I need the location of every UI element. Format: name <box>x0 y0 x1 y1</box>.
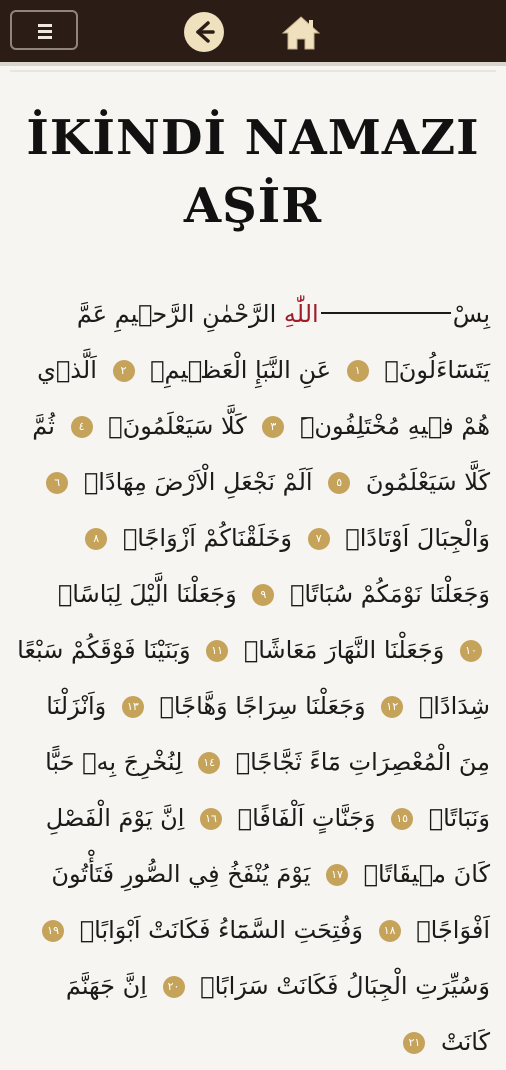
verse-number-badge: ١ <box>347 360 369 382</box>
verse-number-badge: ٢٠ <box>163 976 185 998</box>
verse-number-badge: ١٥ <box>391 808 413 830</box>
verse-number-badge: ٥ <box>328 472 350 494</box>
top-bar <box>0 0 506 66</box>
verse-number-badge: ١٤ <box>198 752 220 774</box>
title-line-1: İKİNDİ NAMAZI <box>26 110 480 166</box>
verse-number-badge: ٨ <box>85 528 107 550</box>
verse-number-badge: ١٣ <box>122 696 144 718</box>
verse-number-badge: ٦ <box>46 472 68 494</box>
verse-text: وَجَعَلْنَا نَوْمَكُمْ سُبَاتًاۙ <box>290 580 490 608</box>
verse-text: اِنَّ جَهَنَّمَ كَانَتْ <box>65 972 490 1056</box>
verse-number-badge: ١٢ <box>381 696 403 718</box>
verse-text: اَلَّذ۪ي هُمْ ف۪يهِ مُخْتَلِفُونَۜ <box>37 356 490 440</box>
verse-text: وَجَنَّاتٍ اَلْفَافًاۜ <box>237 804 376 832</box>
verse-text: وَخَلَقْنَاكُمْ اَزْوَاجًاۙ <box>122 524 293 552</box>
home-button[interactable] <box>279 14 323 52</box>
basmala-stretch-line <box>321 312 451 314</box>
verse-text: كَلَّا سَيَعْلَمُونَۙ <box>108 412 247 440</box>
verse-number-badge: ٤ <box>71 416 93 438</box>
verse-number-badge: ١٧ <box>326 864 348 886</box>
basmala-bism: بِسْ <box>452 300 490 328</box>
basmala-allah: اللّٰهِ <box>283 300 319 328</box>
verse-number-badge: ٧ <box>308 528 330 550</box>
verses-container <box>17 300 490 1056</box>
hamburger-menu-icon <box>38 24 52 42</box>
verse-text: وَجَعَلْنَا سِرَاجًا وَهَّاجًاۖ <box>159 692 366 720</box>
verse-number-badge: ٢١ <box>403 1032 425 1054</box>
verse-text: وَفُتِحَتِ السَّمَٓاءُ فَكَانَتْ اَبْوَابًاۙ <box>79 916 363 944</box>
back-button[interactable] <box>184 12 224 52</box>
verse-text: اَلَمْ نَجْعَلِ الْاَرْضَ مِهَادًاۙ <box>83 468 313 496</box>
verse-text: وَجَعَلْنَا النَّهَارَ مَعَاشًاۖ <box>243 636 445 664</box>
home-icon <box>279 14 323 52</box>
verse-text: اِنَّ يَوْمَ الْفَصْلِ كَانَ م۪يقَاتًاۙ <box>45 804 490 888</box>
page-title <box>0 104 506 240</box>
verse-number-badge: ١٦ <box>200 808 222 830</box>
verse-text: وَالْجِبَالَ اَوْتَادًاۖ <box>345 524 490 552</box>
verse-text: عَنِ النَّبَإِ الْعَظ۪يمِۙ <box>150 356 332 384</box>
verse-text: وَبَنَيْنَا فَوْقَكُمْ سَبْعًا شِدَادًاۙ <box>17 636 490 720</box>
verse-number-badge: ٢ <box>113 360 135 382</box>
verse-text: لِنُخْرِجَ بِه۪ حَبًّا وَنَبَاتًاۙ <box>45 748 490 832</box>
verse-text: وَاَنْزَلْنَا مِنَ الْمُعْصِرَاتِ مَٓاءً ثَجَّاجًاۙ <box>46 692 490 776</box>
verse-number-badge: ٣ <box>262 416 284 438</box>
verse-number-badge: ١١ <box>206 640 228 662</box>
menu-button[interactable] <box>10 10 78 50</box>
verse-number-badge: ٩ <box>252 584 274 606</box>
verse-text: وَسُيِّرَتِ الْجِبَالُ فَكَانَتْ سَرَابًاۜ <box>200 972 490 1000</box>
verse-number-badge: ١٨ <box>379 920 401 942</box>
verse-number-badge: ١٩ <box>42 920 64 942</box>
basmala-rest: الرَّحْمٰنِ الرَّح۪يمِ <box>114 300 277 328</box>
title-line-2: AŞİR <box>183 178 323 234</box>
verse-number-badge: ١٠ <box>460 640 482 662</box>
verse-text: ثُمَّ كَلَّا سَيَعْلَمُونَ <box>32 412 490 496</box>
header-separator <box>10 70 496 72</box>
verse-text: وَجَعَلْنَا الَّيْلَ لِبَاسًاۙ <box>57 580 237 608</box>
arrow-left-icon <box>184 12 224 52</box>
verse-text: يَوْمَ يُنْفَخُ فِي الصُّورِ فَتَأْتُونَ اَفْوَاجًاۙ <box>51 860 490 944</box>
verse-text: عَمَّ يَتَسَٓاءَلُونَۚ <box>76 300 490 384</box>
quran-text <box>16 286 490 1070</box>
